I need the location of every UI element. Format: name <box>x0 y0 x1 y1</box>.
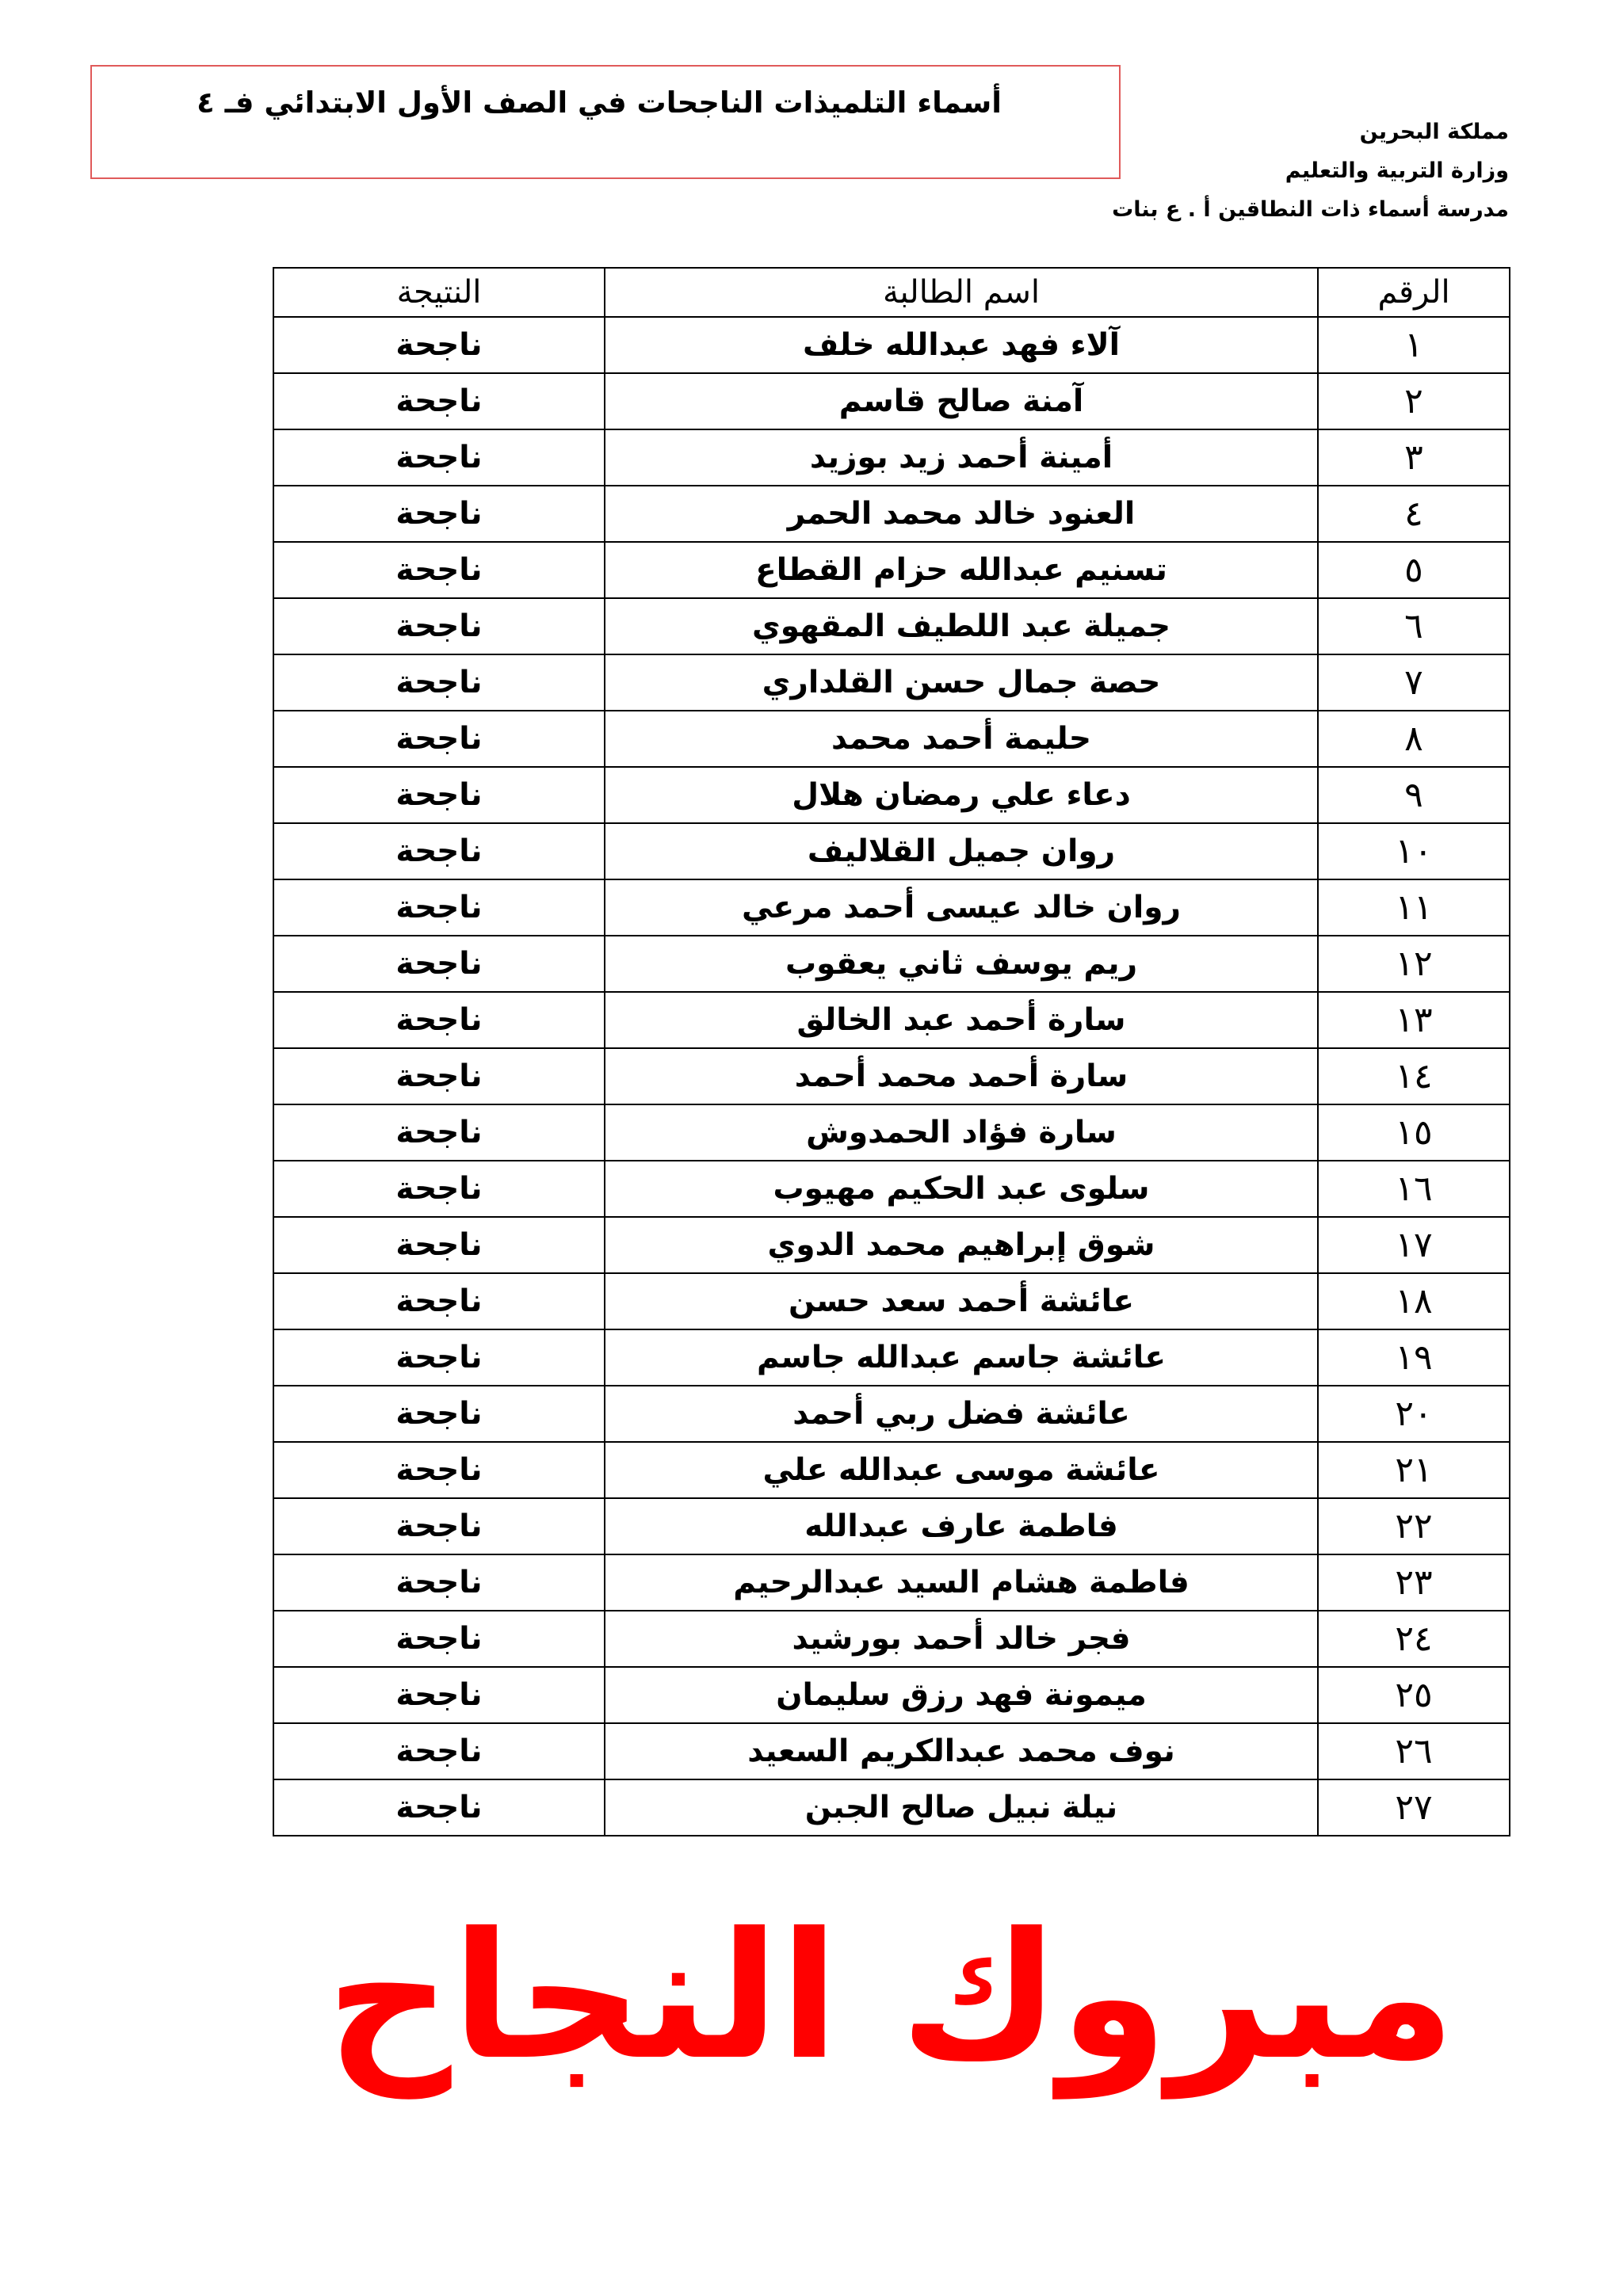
row-number-cell: ٢٤ <box>1318 1611 1510 1667</box>
result-cell: ناجحة <box>273 1104 605 1161</box>
table-row <box>273 823 1510 879</box>
results-table <box>273 267 1510 1836</box>
row-number-cell: ١٠ <box>1318 823 1510 879</box>
result-cell: ناجحة <box>273 1779 605 1836</box>
result-cell: ناجحة <box>273 992 605 1048</box>
table-row <box>273 1611 1510 1667</box>
student-name-cell: شوق إبراهيم محمد الدوي <box>605 1217 1318 1273</box>
row-number-cell: ٥ <box>1318 542 1510 598</box>
result-cell: ناجحة <box>273 879 605 936</box>
congratulations-banner: مبروك النجاح <box>326 1895 1456 2098</box>
result-cell: ناجحة <box>273 936 605 992</box>
student-name-cell: فاطمة عارف عبدالله <box>605 1498 1318 1554</box>
table-row <box>273 1329 1510 1386</box>
student-name-cell: فاطمة هشام السيد عبدالرحيم <box>605 1554 1318 1611</box>
row-number-cell: ٢٥ <box>1318 1667 1510 1723</box>
row-number-cell: ٧ <box>1318 654 1510 711</box>
table-row <box>273 879 1510 936</box>
student-name-cell: سارة أحمد عبد الخالق <box>605 992 1318 1048</box>
row-number-cell: ١٦ <box>1318 1161 1510 1217</box>
table-row <box>273 1161 1510 1217</box>
result-cell: ناجحة <box>273 317 605 373</box>
row-number-cell: ٨ <box>1318 711 1510 767</box>
table-row <box>273 1217 1510 1273</box>
row-number-cell: ٢٦ <box>1318 1723 1510 1779</box>
table-row <box>273 1779 1510 1836</box>
result-cell: ناجحة <box>273 1273 605 1329</box>
student-name-cell: سلوى عبد الحكيم مهيوب <box>605 1161 1318 1217</box>
row-number-cell: ١٤ <box>1318 1048 1510 1104</box>
column-header-student-name: اسم الطالبة <box>605 268 1318 317</box>
student-name-cell: ميمونة فهد رزق سليمان <box>605 1667 1318 1723</box>
table-row <box>273 1723 1510 1779</box>
page-title: أسماء التلميذات الناجحات في الصف الأول الابتدائي فـ ٤ <box>197 86 1002 120</box>
column-header-result: النتيجة <box>273 268 605 317</box>
result-cell: ناجحة <box>273 1667 605 1723</box>
row-number-cell: ٢٢ <box>1318 1498 1510 1554</box>
student-name-cell: فجر خالد أحمد بورشيد <box>605 1611 1318 1667</box>
student-name-cell: روان جميل القلاليف <box>605 823 1318 879</box>
student-name-cell: عائشة أحمد سعد حسن <box>605 1273 1318 1329</box>
row-number-cell: ١٢ <box>1318 936 1510 992</box>
table-row <box>273 1048 1510 1104</box>
result-cell: ناجحة <box>273 1217 605 1273</box>
result-cell: ناجحة <box>273 1554 605 1611</box>
result-cell: ناجحة <box>273 1611 605 1667</box>
result-cell: ناجحة <box>273 598 605 654</box>
table-row <box>273 486 1510 542</box>
row-number-cell: ٢١ <box>1318 1442 1510 1498</box>
student-name-cell: أمينة أحمد زيد بوزيد <box>605 429 1318 486</box>
row-number-cell: ٤ <box>1318 486 1510 542</box>
student-name-cell: عائشة فضل ربي أحمد <box>605 1386 1318 1442</box>
student-name-cell: تسنيم عبدالله حزام القطاع <box>605 542 1318 598</box>
row-number-cell: ٢٣ <box>1318 1554 1510 1611</box>
table-row <box>273 654 1510 711</box>
student-name-cell: سارة أحمد محمد أحمد <box>605 1048 1318 1104</box>
student-name-cell: روان خالد عيسى أحمد مرعي <box>605 879 1318 936</box>
student-name-cell: دعاء علي رمضان هلال <box>605 767 1318 823</box>
student-name-cell: جميلة عبد اللطيف المقهوي <box>605 598 1318 654</box>
table-row <box>273 317 1510 373</box>
result-cell: ناجحة <box>273 1386 605 1442</box>
student-name-cell: آمنة صالح قاسم <box>605 373 1318 429</box>
table-row <box>273 1104 1510 1161</box>
table-row <box>273 429 1510 486</box>
row-number-cell: ٢٠ <box>1318 1386 1510 1442</box>
row-number-cell: ١٨ <box>1318 1273 1510 1329</box>
result-cell: ناجحة <box>273 1161 605 1217</box>
result-cell: ناجحة <box>273 823 605 879</box>
result-cell: ناجحة <box>273 429 605 486</box>
student-name-cell: حصة جمال حسن القلداري <box>605 654 1318 711</box>
table-row <box>273 1386 1510 1442</box>
student-name-cell: حليمة أحمد محمد <box>605 711 1318 767</box>
row-number-cell: ٩ <box>1318 767 1510 823</box>
row-number-cell: ١١ <box>1318 879 1510 936</box>
result-cell: ناجحة <box>273 1048 605 1104</box>
table-row <box>273 711 1510 767</box>
table-row <box>273 1667 1510 1723</box>
table-row <box>273 373 1510 429</box>
column-header-number: الرقم <box>1318 268 1510 317</box>
row-number-cell: ١٧ <box>1318 1217 1510 1273</box>
result-cell: ناجحة <box>273 767 605 823</box>
table-row <box>273 992 1510 1048</box>
result-cell: ناجحة <box>273 654 605 711</box>
table-row <box>273 1273 1510 1329</box>
kingdom-name: مملكة البحرين <box>1359 120 1509 144</box>
student-name-cell: ريم يوسف ثاني يعقوب <box>605 936 1318 992</box>
student-name-cell: عائشة جاسم عبدالله جاسم <box>605 1329 1318 1386</box>
result-cell: ناجحة <box>273 486 605 542</box>
row-number-cell: ٣ <box>1318 429 1510 486</box>
student-name-cell: نوف محمد عبدالكريم السعيد <box>605 1723 1318 1779</box>
table-row <box>273 767 1510 823</box>
row-number-cell: ١٣ <box>1318 992 1510 1048</box>
row-number-cell: ٦ <box>1318 598 1510 654</box>
table-row <box>273 1498 1510 1554</box>
student-name-cell: آلاء فهد عبدالله خلف <box>605 317 1318 373</box>
table-row <box>273 542 1510 598</box>
row-number-cell: ١ <box>1318 317 1510 373</box>
result-cell: ناجحة <box>273 1498 605 1554</box>
table-row <box>273 1554 1510 1611</box>
table-row <box>273 936 1510 992</box>
results-table-body <box>273 317 1510 1836</box>
row-number-cell: ١٥ <box>1318 1104 1510 1161</box>
result-cell: ناجحة <box>273 373 605 429</box>
result-cell: ناجحة <box>273 1442 605 1498</box>
result-cell: ناجحة <box>273 1329 605 1386</box>
organization-header <box>954 113 1509 229</box>
row-number-cell: ٢ <box>1318 373 1510 429</box>
student-name-cell: نيلة نبيل صالح الجبن <box>605 1779 1318 1836</box>
table-row <box>273 598 1510 654</box>
school-name: مدرسة أسماء ذات النطاقين أ . ع بنات <box>1112 197 1509 222</box>
row-number-cell: ١٩ <box>1318 1329 1510 1386</box>
result-cell: ناجحة <box>273 1723 605 1779</box>
student-name-cell: عائشة موسى عبدالله علي <box>605 1442 1318 1498</box>
student-name-cell: سارة فؤاد الحمدوش <box>605 1104 1318 1161</box>
table-row <box>273 1442 1510 1498</box>
student-name-cell: العنود خالد محمد الحمر <box>605 486 1318 542</box>
ministry-name: وزارة التربية والتعليم <box>1285 158 1509 183</box>
row-number-cell: ٢٧ <box>1318 1779 1510 1836</box>
result-cell: ناجحة <box>273 542 605 598</box>
result-cell: ناجحة <box>273 711 605 767</box>
table-header-row <box>273 268 1510 317</box>
